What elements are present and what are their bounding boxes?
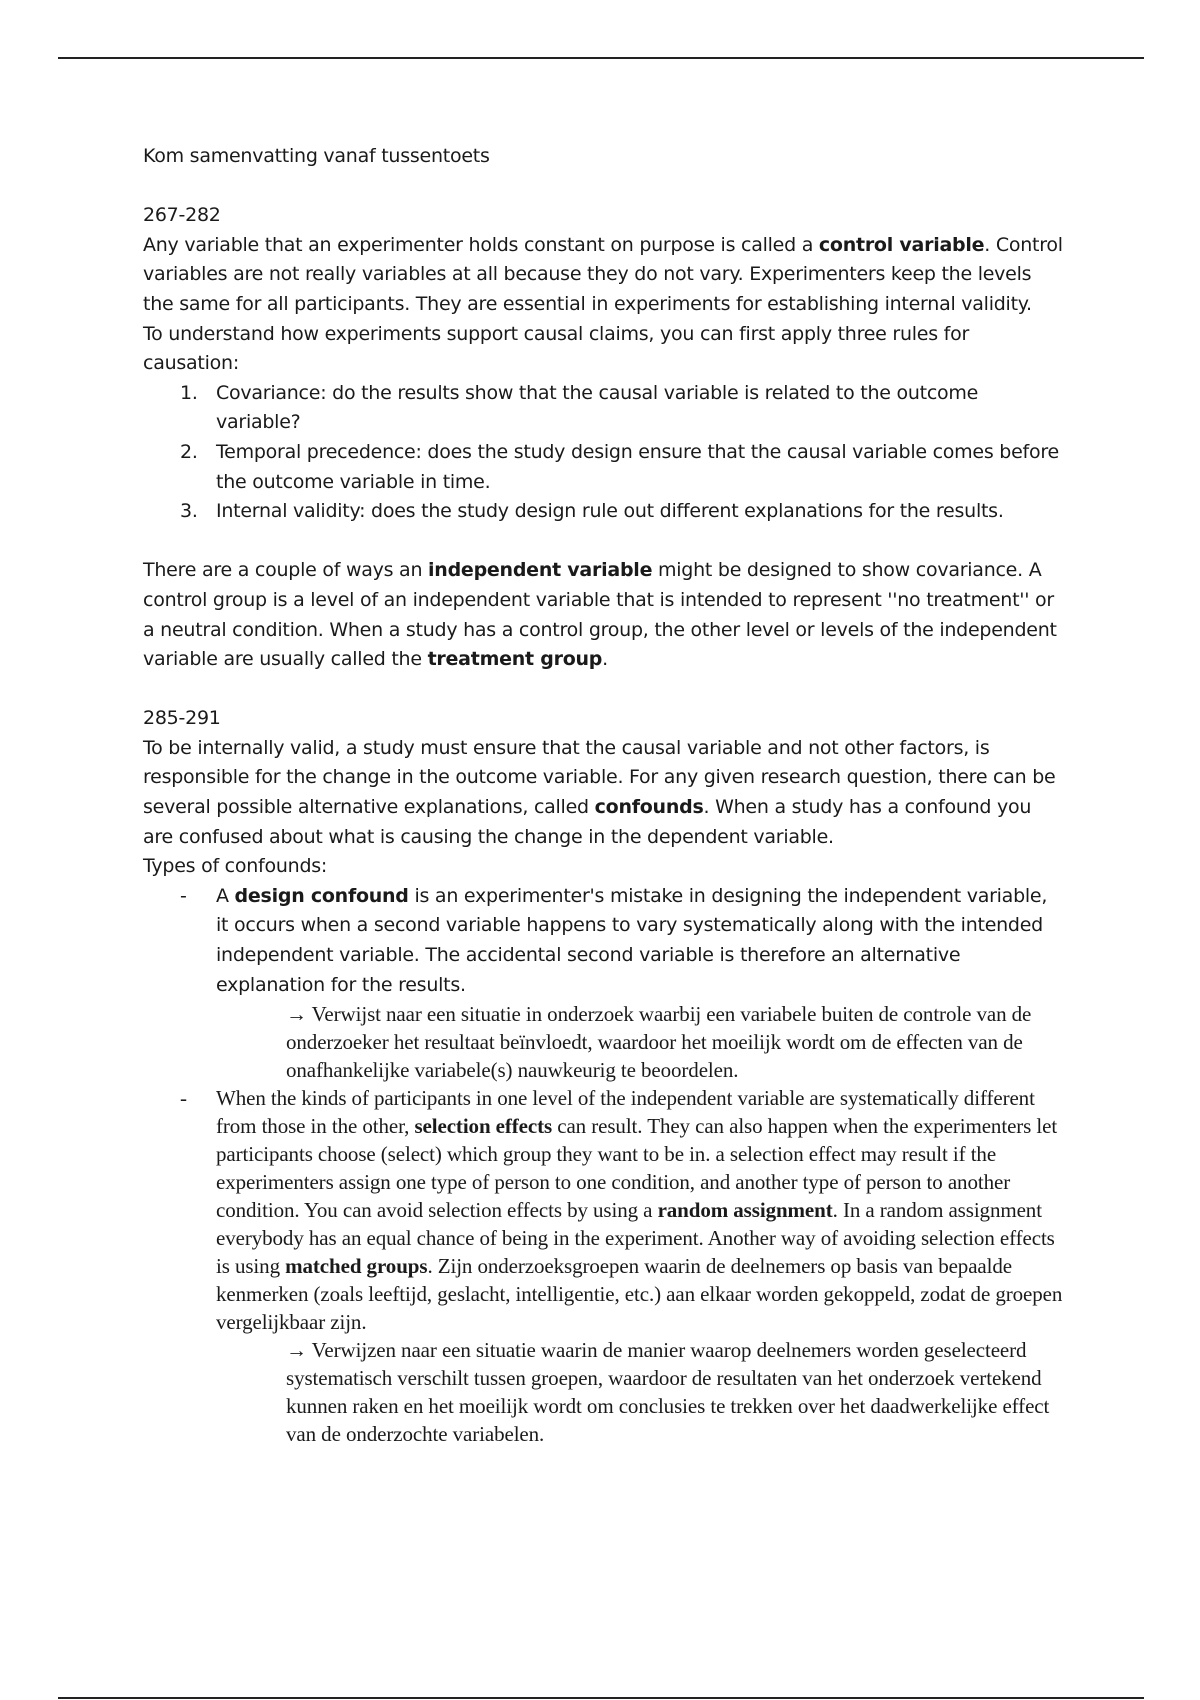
list-item: 1. Covariance: do the results show that the causal variable is related to the outcome variable? xyxy=(143,379,1063,438)
section-pages-heading: 285-291 xyxy=(143,707,221,730)
term-confounds: confounds xyxy=(594,796,704,819)
document-body xyxy=(143,142,1063,1448)
paragraph-control-variable: Any variable that an experimenter holds constant on purpose is called a control variable. Control variables are not really variables at all because they do not vary. Experimenters keep the levels the same for all participants. They are essential in experiments for establishing internal validity. xyxy=(143,233,1063,315)
term-random-assignment: random assignment xyxy=(657,1198,833,1223)
list-item: 2. Temporal precedence: does the study design ensure that the causal variable comes before the outcome variable in time. xyxy=(143,438,1063,497)
footer-rule xyxy=(58,1697,1144,1699)
term-independent-variable: independent variable xyxy=(428,559,653,582)
section-pages-heading: 267-282 xyxy=(143,204,221,227)
types-of-confounds-label: Types of confounds: xyxy=(143,855,328,878)
list-number: 1. xyxy=(180,381,198,404)
term-selection-effects: selection effects xyxy=(414,1114,553,1139)
document-title: Kom samenvatting vanaf tussentoets xyxy=(143,145,490,167)
list-number: 2. xyxy=(180,440,198,463)
paragraph-causation-rules-intro: To understand how experiments support causal claims, you can first apply three rules for causation: xyxy=(143,322,970,375)
list-number: 3. xyxy=(180,500,198,523)
term-treatment-group: treatment group xyxy=(427,648,603,671)
list-item: - When the kinds of participants in one level of the independent variable are systematically different from those in the other, selection effects can result. They can also happen when the experimenters let participants choose (select) which group they want to be in. a selection effect may result if the experimenters assign one type of person to one condition, and another type of person to another condition. You can avoid selection effects by using a random assignment. In a random assignment everybody has an equal chance of being in the experiment. Another way of avoiding selection effects is using matched groups. Zijn onderzoeksgroepen waarin de deelnemers op basis van bepaalde kenmerken (zoals leeftijd, geslacht, intelligentie, etc.) aan elkaar worden gekoppeld, zodat de groepen vergelijkbaar zijn. → Verwijzen naar een situatie waarin de manier waarop deelnemers worden geselecteerd systematisch verschilt tussen groepen, waardoor de resultaten van het onderzoek vertekend kunnen raken en het moeilijk wordt om conclusies te trekken over het daadwerkelijke effect van de onderzochte variabelen. xyxy=(180,1086,1063,1447)
arrow-icon: → xyxy=(286,1338,307,1363)
causation-rules-list xyxy=(143,379,1063,527)
spacer xyxy=(143,527,1063,557)
list-item: - A design confound is an experimenter's mistake in designing the independent variable, it occurs when a second variable happens to vary systematically along with the intended independent variable. The accidental second variable is therefore an alternative explanation for the results. → Verwijst naar een situatie in onderzoek waarbij een variabele buiten de controle van de onderzoeker het resultaat beïnvloedt, waardoor het moeilijk wordt om de effecten van de onafhankelijke variabele(s) nauwkeurig te beoordelen. xyxy=(143,882,1063,1084)
term-control-variable: control variable xyxy=(818,233,985,256)
bullet-dash: - xyxy=(180,884,187,907)
confound-types-list xyxy=(143,882,1063,1448)
spacer xyxy=(143,172,1063,202)
paragraph-confounds: To be internally valid, a study must ensure that the causal variable and not other factors, is responsible for the change in the outcome variable. For any given research question, there can be several possible alternative explanations, called confounds. When a study has a confound you are confused about what is causing the change in the dependent variable. xyxy=(143,736,1056,848)
dutch-note: → Verwijst naar een situatie in onderzoek waarbij een variabele buiten de controle van de onderzoeker het resultaat beïnvloedt, waardoor het moeilijk wordt om de effecten van de onafhankelijke variabele(s) nauwkeurig te beoordelen. xyxy=(286,1002,1032,1083)
header-rule xyxy=(58,57,1144,59)
spacer xyxy=(143,675,1063,705)
dutch-note: → Verwijzen naar een situatie waarin de manier waarop deelnemers worden geselecteerd systematisch verschilt tussen groepen, waardoor de resultaten van het onderzoek vertekend kunnen raken en het moeilijk wordt om conclusies te trekken over het daadwerkelijke effect van de onderzochte variabelen. xyxy=(286,1338,1050,1447)
list-item: 3. Internal validity: does the study design rule out different explanations for the results. xyxy=(143,497,1063,527)
bullet-dash: - xyxy=(180,1086,187,1111)
term-matched-groups: matched groups xyxy=(285,1254,428,1279)
paragraph-independent-variable: There are a couple of ways an independent variable might be designed to show covariance. A control group is a level of an independent variable that is intended to represent ''no treatment'' or a neutral condition. When a study has a control group, the other level or levels of the independent variable are usually called the treatment group. xyxy=(143,559,1057,671)
term-design-confound: design confound xyxy=(234,884,409,907)
arrow-icon: → xyxy=(286,1002,307,1027)
